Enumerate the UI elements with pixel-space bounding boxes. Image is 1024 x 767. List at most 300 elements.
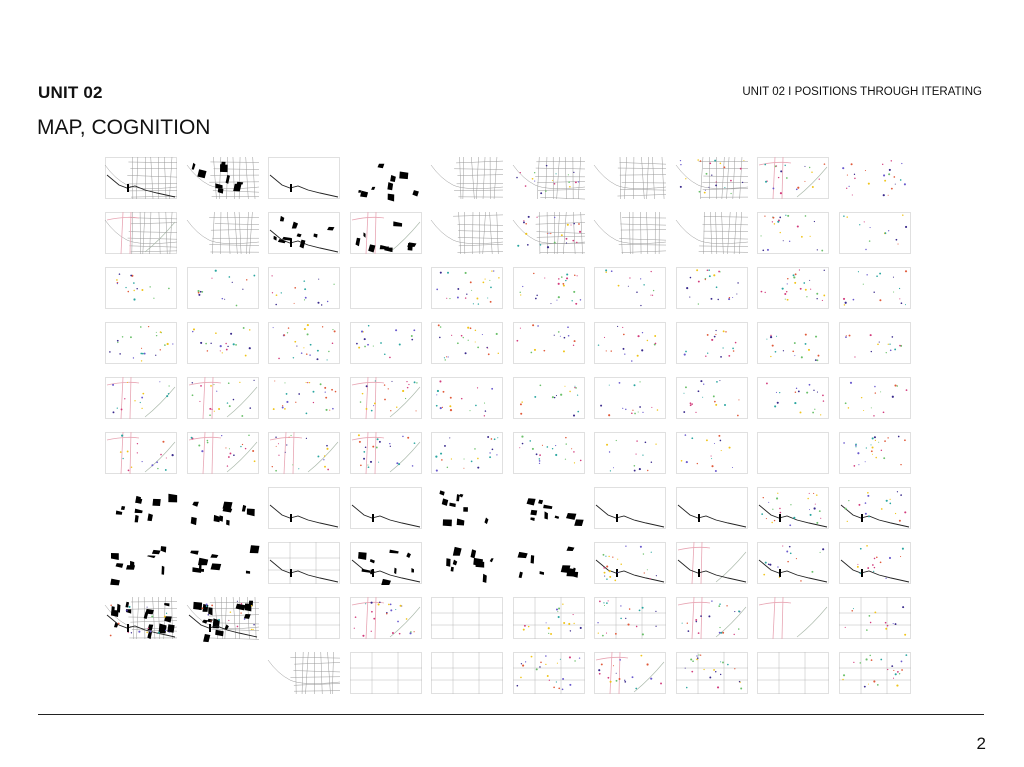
map-thumbnail xyxy=(268,487,340,529)
point-scatter xyxy=(519,384,578,416)
border-marker xyxy=(290,184,292,192)
border-line xyxy=(270,175,338,197)
border-marker xyxy=(779,569,781,577)
unit-label: UNIT 02 xyxy=(38,83,103,102)
map-thumbnail xyxy=(513,432,585,474)
map-thumbnail xyxy=(676,212,748,254)
map-thumbnail xyxy=(268,432,340,474)
thumb-frame xyxy=(269,598,340,639)
thumbnail-drawing xyxy=(513,542,585,584)
thumb-frame xyxy=(187,323,258,364)
thumb-frame xyxy=(269,488,340,529)
map-thumbnail xyxy=(268,597,340,639)
map-thumbnail xyxy=(757,377,829,419)
thumb-frame xyxy=(432,268,503,309)
map-thumbnail xyxy=(350,487,422,529)
map-thumbnail xyxy=(350,542,422,584)
thumb-frame xyxy=(106,323,177,364)
rail-lines xyxy=(270,432,302,474)
point-scatter xyxy=(842,160,906,196)
map-thumbnail xyxy=(676,267,748,309)
thumbnail-drawing xyxy=(105,157,177,199)
point-scatter xyxy=(598,326,656,362)
thumbnail-drawing xyxy=(431,212,503,254)
thumb-frame xyxy=(432,323,503,364)
map-thumbnail xyxy=(350,212,422,254)
building-blocks xyxy=(446,547,493,583)
point-scatter xyxy=(684,654,742,689)
thumbnail-drawing xyxy=(187,212,259,254)
thumbnail-drawing xyxy=(676,267,748,309)
map-thumbnail xyxy=(676,652,748,694)
thumbnail-drawing xyxy=(431,542,503,584)
border-line xyxy=(759,560,827,582)
thumbnail-drawing xyxy=(757,157,829,199)
thumbnail-drawing xyxy=(431,377,503,419)
point-scatter xyxy=(191,380,254,417)
building-blocks xyxy=(358,550,414,585)
thumbnail-drawing xyxy=(839,542,911,584)
street-network xyxy=(513,157,585,199)
point-scatter xyxy=(766,383,824,416)
map-thumbnail xyxy=(187,597,259,639)
thumb-frame xyxy=(839,488,910,529)
building-blocks xyxy=(193,601,253,642)
thumb-frame xyxy=(758,433,829,474)
building-blocks xyxy=(526,498,583,526)
rail-lines xyxy=(107,432,139,474)
thumb-frame xyxy=(758,268,829,309)
thumbnail-drawing xyxy=(839,377,911,419)
map-thumbnail xyxy=(350,267,422,309)
map-thumbnail xyxy=(594,377,666,419)
point-scatter xyxy=(842,270,906,305)
thumbnail-drawing xyxy=(757,432,829,474)
thumbnail-drawing xyxy=(268,322,340,364)
rail-lines xyxy=(678,542,710,584)
thumb-frame xyxy=(269,543,340,584)
point-scatter xyxy=(597,600,656,636)
thumbnail-drawing xyxy=(187,267,259,309)
thumbnail-drawing xyxy=(105,377,177,419)
map-thumbnail xyxy=(839,322,911,364)
thumbnail-drawing xyxy=(105,322,177,364)
map-thumbnail xyxy=(839,432,911,474)
thumbnail-drawing xyxy=(594,267,666,309)
point-scatter xyxy=(438,324,499,360)
grid-axes xyxy=(268,597,340,639)
thumbnail-drawing xyxy=(513,157,585,199)
grid-axes xyxy=(839,652,911,694)
thumb-frame xyxy=(595,268,666,309)
border-line xyxy=(759,505,827,527)
thumbnail-drawing xyxy=(431,157,503,199)
thumbnail-drawing xyxy=(350,322,422,364)
point-scatter xyxy=(436,380,493,416)
rail-lines xyxy=(678,597,710,639)
map-thumbnail xyxy=(513,652,585,694)
page-title: MAP, COGNITION xyxy=(37,116,211,139)
thumb-frame xyxy=(839,598,910,639)
building-blocks xyxy=(116,494,177,523)
secondary-line xyxy=(145,442,175,472)
thumbnail-drawing xyxy=(594,652,666,694)
map-thumbnail xyxy=(431,597,503,639)
thumb-frame xyxy=(839,213,910,254)
thumbnail-drawing xyxy=(839,432,911,474)
map-thumbnail xyxy=(187,542,259,584)
map-thumbnail xyxy=(676,432,748,474)
map-thumbnail xyxy=(839,652,911,694)
thumbnail-drawing xyxy=(105,597,177,639)
map-thumbnail xyxy=(105,212,177,254)
point-scatter xyxy=(190,434,255,466)
thumbnail-drawing xyxy=(431,597,503,639)
point-scatter xyxy=(856,545,903,579)
thumb-frame xyxy=(106,268,177,309)
point-scatter xyxy=(359,380,417,411)
border-marker xyxy=(209,624,211,632)
thumbnail-drawing xyxy=(268,432,340,474)
secondary-line xyxy=(308,442,338,472)
thumbnail-drawing xyxy=(594,157,666,199)
thumbnail-drawing xyxy=(513,212,585,254)
building-blocks xyxy=(190,502,254,526)
thumb-frame xyxy=(595,598,666,639)
thumbnail-drawing xyxy=(431,322,503,364)
thumb-frame xyxy=(187,268,258,309)
thumbnail-drawing xyxy=(594,322,666,364)
thumbnail-drawing xyxy=(350,377,422,419)
thumb-frame xyxy=(432,653,503,694)
point-scatter xyxy=(683,380,739,416)
thumb-frame xyxy=(595,378,666,419)
thumbnail-drawing xyxy=(187,322,259,364)
map-thumbnail xyxy=(268,267,340,309)
border-line xyxy=(678,505,746,527)
street-network xyxy=(431,212,503,254)
border-line xyxy=(270,560,338,582)
rail-lines xyxy=(352,377,384,419)
map-thumbnail xyxy=(757,432,829,474)
thumbnail-drawing xyxy=(839,212,911,254)
map-thumbnail xyxy=(594,487,666,529)
map-thumbnail xyxy=(757,652,829,694)
street-network xyxy=(676,157,748,199)
map-thumbnail xyxy=(187,322,259,364)
map-thumbnail xyxy=(268,157,340,199)
map-thumbnail xyxy=(676,322,748,364)
map-thumbnail xyxy=(187,377,259,419)
secondary-line xyxy=(797,607,827,637)
point-scatter xyxy=(761,493,821,527)
border-line xyxy=(596,505,664,527)
thumb-frame xyxy=(595,433,666,474)
thumbnail-drawing xyxy=(350,267,422,309)
thumbnail-drawing xyxy=(839,322,911,364)
thumbnail-drawing xyxy=(350,432,422,474)
thumb-frame xyxy=(350,323,421,364)
point-scatter xyxy=(844,382,907,417)
thumb-frame xyxy=(595,323,666,364)
thumbnail-drawing xyxy=(350,212,422,254)
border-marker xyxy=(127,624,129,632)
map-thumbnail xyxy=(431,652,503,694)
thumbnail-drawing xyxy=(839,487,911,529)
secondary-line xyxy=(390,442,420,472)
map-thumbnail xyxy=(105,542,177,584)
thumb-frame xyxy=(513,653,584,694)
point-scatter xyxy=(761,269,826,301)
point-scatter xyxy=(353,601,414,636)
map-thumbnail xyxy=(431,487,503,529)
thumb-frame xyxy=(513,433,584,474)
map-thumbnail xyxy=(513,322,585,364)
thumbnail-drawing xyxy=(268,157,340,199)
thumbnail-drawing xyxy=(594,377,666,419)
point-scatter xyxy=(760,215,823,252)
point-scatter xyxy=(271,275,334,305)
map-thumbnail xyxy=(105,377,177,419)
thumbnail-drawing xyxy=(187,542,259,584)
map-thumbnail xyxy=(350,432,422,474)
thumb-frame xyxy=(432,378,503,419)
map-thumbnail xyxy=(105,322,177,364)
grid-axes xyxy=(513,652,585,694)
thumbnail-drawing xyxy=(757,542,829,584)
map-thumbnail xyxy=(431,377,503,419)
thumbnail-drawing xyxy=(105,267,177,309)
thumbnail-drawing xyxy=(676,377,748,419)
point-scatter xyxy=(516,324,575,353)
thumbnail-drawing xyxy=(268,597,340,639)
rail-lines xyxy=(107,377,139,419)
thumb-frame xyxy=(676,323,747,364)
map-thumbnail xyxy=(839,487,911,529)
map-thumbnail xyxy=(350,652,422,694)
thumbnail-drawing xyxy=(350,542,422,584)
point-scatter xyxy=(519,435,581,464)
point-scatter xyxy=(843,214,907,250)
map-thumbnail xyxy=(594,542,666,584)
map-thumbnail xyxy=(594,322,666,364)
rail-lines xyxy=(352,597,384,639)
street-network xyxy=(594,157,666,199)
thumbnail-drawing xyxy=(594,542,666,584)
thumb-frame xyxy=(839,543,910,584)
map-thumbnail xyxy=(513,267,585,309)
point-scatter xyxy=(197,270,255,307)
border-marker xyxy=(779,514,781,522)
map-thumbnail xyxy=(594,157,666,199)
thumb-frame xyxy=(758,653,829,694)
map-thumbnail xyxy=(268,322,340,364)
map-thumbnail xyxy=(105,487,177,529)
thumbnail-drawing xyxy=(187,157,259,199)
map-thumbnail xyxy=(839,542,911,584)
border-marker xyxy=(861,514,863,522)
map-thumbnail xyxy=(594,212,666,254)
thumbnail-drawing xyxy=(839,652,911,694)
thumb-frame xyxy=(676,488,747,529)
map-thumbnail xyxy=(431,432,503,474)
point-scatter xyxy=(681,600,740,635)
thumbnail-drawing xyxy=(757,322,829,364)
map-thumbnail xyxy=(105,157,177,199)
map-thumbnail xyxy=(676,377,748,419)
point-scatter xyxy=(605,269,654,306)
map-thumbnail xyxy=(757,157,829,199)
map-thumbnail xyxy=(350,377,422,419)
map-thumbnail xyxy=(839,597,911,639)
thumbnail-drawing xyxy=(268,487,340,529)
thumbnail-drawing xyxy=(350,157,422,199)
map-thumbnail xyxy=(757,212,829,254)
thumb-frame xyxy=(839,653,910,694)
secondary-line xyxy=(634,662,664,692)
thumbnail-drawing xyxy=(513,267,585,309)
secondary-line xyxy=(797,167,827,197)
map-thumbnail xyxy=(594,652,666,694)
page-number: 2 xyxy=(976,734,986,753)
map-thumbnail xyxy=(105,597,177,639)
thumbnail-drawing xyxy=(676,157,748,199)
thumbnail-drawing xyxy=(757,597,829,639)
secondary-line xyxy=(390,222,420,252)
map-thumbnail xyxy=(187,157,259,199)
thumbnail-drawing xyxy=(187,487,259,529)
point-scatter xyxy=(842,654,907,687)
map-thumbnail xyxy=(431,322,503,364)
grid-axes xyxy=(513,597,585,639)
point-scatter xyxy=(844,606,905,636)
point-scatter xyxy=(273,324,336,361)
map-thumbnail xyxy=(757,322,829,364)
rail-lines xyxy=(352,212,384,254)
point-scatter xyxy=(603,545,657,581)
grid-axes xyxy=(594,597,666,639)
thumbnail-drawing xyxy=(513,432,585,474)
point-scatter xyxy=(763,545,824,581)
point-scatter xyxy=(598,655,662,690)
thumbnail-drawing xyxy=(268,212,340,254)
point-scatter xyxy=(356,325,415,358)
thumbnail-drawing xyxy=(676,432,748,474)
thumbnail-drawing xyxy=(268,652,340,694)
thumbnail-drawing xyxy=(105,212,177,254)
map-thumbnail xyxy=(105,267,177,309)
map-thumbnail xyxy=(676,487,748,529)
secondary-line xyxy=(227,442,257,472)
thumbnail-drawing xyxy=(105,542,177,584)
point-scatter xyxy=(273,380,337,414)
thumbnail-drawing xyxy=(350,652,422,694)
building-blocks xyxy=(355,221,416,252)
bottom-rule xyxy=(38,714,984,715)
thumbnail-drawing xyxy=(676,652,748,694)
thumbnail-drawing xyxy=(350,597,422,639)
thumbnail-drawing xyxy=(431,267,503,309)
thumb-frame xyxy=(269,378,340,419)
thumbnail-drawing xyxy=(350,487,422,529)
point-scatter xyxy=(680,434,732,472)
point-scatter xyxy=(845,334,902,358)
thumb-frame xyxy=(595,543,666,584)
map-thumbnail xyxy=(839,157,911,199)
thumb-frame xyxy=(350,268,421,309)
thumb-frame xyxy=(513,378,584,419)
rail-lines xyxy=(107,212,139,254)
thumbnail-drawing xyxy=(676,487,748,529)
map-thumbnail xyxy=(513,212,585,254)
border-marker xyxy=(616,514,618,522)
map-thumbnail xyxy=(268,377,340,419)
building-blocks xyxy=(273,216,334,249)
point-scatter xyxy=(435,436,498,472)
point-scatter xyxy=(192,327,251,356)
thumb-frame xyxy=(758,378,829,419)
border-marker xyxy=(698,514,700,522)
map-thumbnail xyxy=(431,157,503,199)
thumbnail-drawing xyxy=(676,322,748,364)
map-thumbnail xyxy=(187,212,259,254)
building-blocks xyxy=(190,545,259,574)
thumbnail-drawing xyxy=(105,487,177,529)
point-scatter xyxy=(112,381,170,413)
map-thumbnail xyxy=(187,267,259,309)
thumb-frame xyxy=(269,213,340,254)
thumb-frame xyxy=(839,323,910,364)
map-thumbnail xyxy=(187,432,259,474)
map-thumbnail xyxy=(757,597,829,639)
street-network xyxy=(676,212,748,254)
thumb-frame xyxy=(269,268,340,309)
thumb-frame xyxy=(758,323,829,364)
thumbnail-drawing xyxy=(431,487,503,529)
map-thumbnail xyxy=(350,597,422,639)
thumb-frame xyxy=(350,543,421,584)
map-thumbnail xyxy=(839,267,911,309)
thumbnail-drawing xyxy=(757,377,829,419)
thumb-frame xyxy=(758,213,829,254)
map-thumbnail xyxy=(350,322,422,364)
border-marker xyxy=(127,184,129,192)
border-line xyxy=(270,505,338,527)
secondary-line xyxy=(716,552,746,582)
map-thumbnail xyxy=(513,597,585,639)
running-title: UNIT 02 I POSITIONS THROUGH ITERATING xyxy=(742,86,982,98)
point-scatter xyxy=(436,270,499,304)
street-network xyxy=(431,157,503,199)
point-scatter xyxy=(109,326,173,362)
building-blocks xyxy=(191,162,243,194)
thumbnail-drawing xyxy=(513,377,585,419)
building-blocks xyxy=(517,546,578,578)
border-marker xyxy=(290,569,292,577)
map-thumbnail xyxy=(431,267,503,309)
rail-lines xyxy=(189,377,221,419)
thumbnail-drawing xyxy=(187,597,259,639)
point-scatter xyxy=(844,491,906,522)
border-line xyxy=(596,560,664,582)
grid-axes xyxy=(839,597,911,639)
point-scatter xyxy=(272,435,329,472)
map-thumbnail xyxy=(268,542,340,584)
thumbnail-drawing xyxy=(839,597,911,639)
thumbnail-drawing xyxy=(594,487,666,529)
thumbnail-drawing xyxy=(431,652,503,694)
border-line xyxy=(352,505,420,527)
